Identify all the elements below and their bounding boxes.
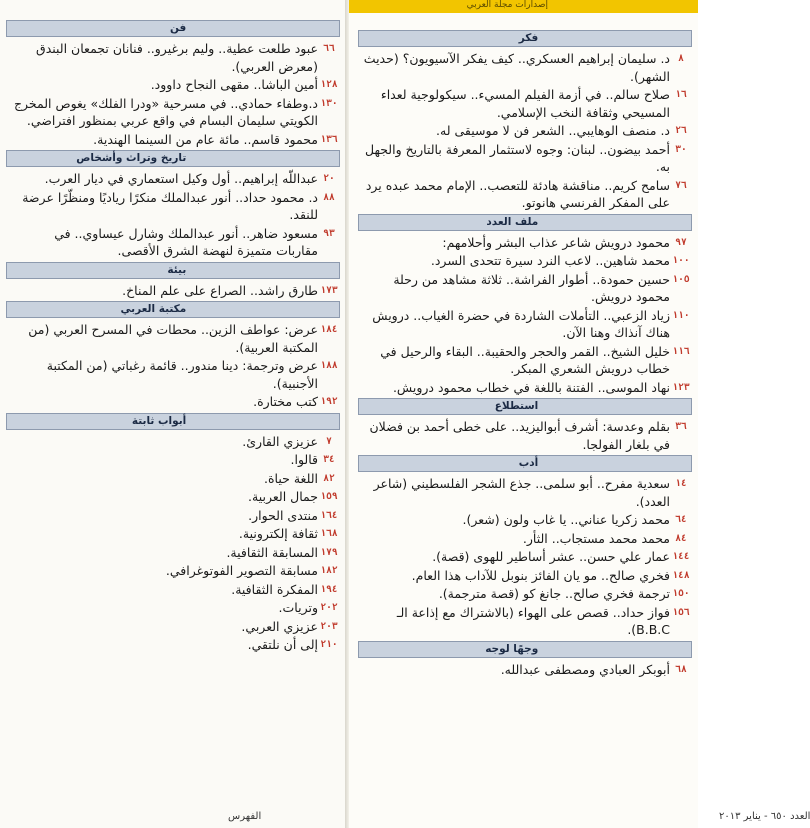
entry-text: د. سليمان إبراهيم العسكري.. كيف يفكر الآسيويون؟ (حديث الشهر). <box>363 51 670 84</box>
page-number: ٢٠٢ <box>320 602 338 613</box>
page-number: ٢١٠ <box>320 639 338 650</box>
entry-text: عزيزي العربي. <box>241 618 318 634</box>
section-header <box>6 20 340 37</box>
toc-entry[interactable] <box>358 307 692 342</box>
entry-text: حسين حمودة.. أطوار الفراشة.. ثلاثة مشاهد من رحلة محمود درويش. <box>393 271 670 304</box>
entry-text: أبوبكر العبادي ومصطفى عبدالله. <box>500 661 670 677</box>
section-title: مكتبة العربي <box>120 303 187 315</box>
toc-entry[interactable] <box>6 507 340 525</box>
toc-entry[interactable] <box>358 252 692 270</box>
left-page <box>0 0 349 828</box>
toc-entry[interactable] <box>358 177 692 212</box>
entry-text: كتب مختارة. <box>253 394 318 409</box>
section-header <box>358 30 692 47</box>
toc-entry[interactable] <box>6 525 340 543</box>
entry-text: ثقافة إلكترونية. <box>238 526 318 541</box>
toc-entry[interactable] <box>6 95 340 130</box>
toc-entry[interactable] <box>358 604 692 639</box>
page-number: ٣٤ <box>323 454 335 465</box>
page-number: ٧٦ <box>675 179 687 191</box>
entry-text: المفكرة الثقافية. <box>231 581 318 597</box>
entry-text: د. محمود حداد.. أنور عبدالملك منكرًا رياديًا ومنظّرًا عرضة للنقد. <box>22 189 318 222</box>
page-number: ١٨٨ <box>320 360 338 371</box>
right-page <box>349 0 810 828</box>
entry-text: فخري صالح.. مو يان الفائز بنوبل للآداب هذا العام. <box>411 567 670 583</box>
entry-text: قالوا. <box>290 452 318 467</box>
toc-entry[interactable] <box>6 544 340 562</box>
toc-entry[interactable] <box>358 86 692 121</box>
entry-text: وتريات. <box>278 600 318 615</box>
toc-entry[interactable] <box>358 661 692 679</box>
toc-entry[interactable] <box>6 636 340 654</box>
section-header <box>358 641 692 658</box>
section-header <box>358 455 692 472</box>
entry-text: سعدية مفرح.. أبو سلمى.. جذع الشجر الفلسطيني (شاعر العدد). <box>373 476 670 509</box>
page-number: ٩٧ <box>675 236 687 248</box>
section-title: فكر <box>518 32 539 44</box>
page-number: ١٩٢ <box>320 396 338 407</box>
toc-entry[interactable] <box>358 271 692 306</box>
toc-entry[interactable] <box>358 343 692 378</box>
entry-text: محمود قاسم.. مائة عام من السينما الهندية. <box>93 131 318 147</box>
entry-text: نهاد الموسى.. الفتنة باللغة في خطاب محمود درويش. <box>392 379 670 395</box>
page-number: ١١٦ <box>672 345 690 357</box>
toc-entry[interactable] <box>358 530 692 548</box>
page-number: ٦٨ <box>675 663 687 675</box>
page-number: ٨٤ <box>675 532 687 544</box>
page-footer-left: الفهرس <box>228 811 262 822</box>
page-number: ٨ <box>678 53 684 64</box>
page-number: ١٢٣ <box>672 381 690 393</box>
toc-entry[interactable] <box>6 40 340 75</box>
entry-text: سامح كريم.. مناقشة هادئة للتعصب.. الإمام محمد عبده يرد على المفكر الفرنسي هانوتو. <box>365 177 670 210</box>
page-number: ١٥٠ <box>672 588 690 599</box>
page-number: ٩٣ <box>323 227 335 239</box>
toc-entry[interactable] <box>6 170 340 188</box>
entry-text: صلاح سالم.. في أزمة الفيلم المسيء.. سيكولوجية لعداء المسيحي وثقافة النخب الإسلامي. <box>380 87 670 120</box>
toc-entry[interactable] <box>358 475 692 510</box>
entry-text: محمود درويش شاعر عذاب البشر وأحلامهم: <box>442 234 670 250</box>
top-strip-text: إصدارات مجلة العربي <box>466 0 548 10</box>
section-title: استطلاع <box>494 400 539 412</box>
toc-entry[interactable] <box>358 511 692 529</box>
page-number: ٦٤ <box>675 514 687 525</box>
page-number: ٢٦ <box>675 125 687 136</box>
section-title: ملف العدد <box>486 215 539 228</box>
entry-text: مسعود ضاهر.. أنور عبدالملك وشارل عيساوي.. في مقاربات متميزة لنهضة الشرق الأقصى. <box>54 225 318 258</box>
entry-text: بقلم وعدسة: أشرف أبواليزيد.. على خطى أحمد بن فضلان في بلغار الفولجا. <box>369 419 670 452</box>
entry-text: عبود طلعت عطية.. وليم برغيرو.. فنانان تجمعان البندق (معرض العربي). <box>36 41 318 74</box>
page-number: ١٥٩ <box>320 491 338 502</box>
section-title: أبواب ثابتة <box>131 414 187 427</box>
page-number: ١٥٦ <box>672 606 690 618</box>
page-number: ١٤ <box>675 478 687 489</box>
toc-entry[interactable] <box>6 451 340 469</box>
page-number: ١٨٢ <box>320 565 338 576</box>
toc-entry[interactable] <box>6 282 340 300</box>
toc-entry[interactable] <box>358 141 692 176</box>
page-number: ١٦٨ <box>320 528 338 539</box>
page-number: ١٧٣ <box>320 284 338 296</box>
entry-text: عمار علي حسن.. عشر أساطير للهوى (قصة). <box>432 549 670 564</box>
section-title: أدب <box>518 457 539 469</box>
entry-text: د.وطفاء حمادي.. في مسرحية «ودرا الفلك» يغوص المخرج الكويتي سليمان البسام في واقع عربي بمنظور افتراضي. <box>13 95 318 128</box>
entry-text: خليل الشيخ.. القمر والحجر والحقيبة.. البقاء والرحيل في خطاب درويش الشعري المبكر. <box>380 343 670 376</box>
section-header <box>6 262 340 279</box>
entry-text: أحمد بيضون.. لبنان: وجوه لاستثمار المعرفة بالتاريخ والجهل به. <box>364 141 670 174</box>
page-number: ١٦ <box>675 89 687 100</box>
page-footer-right: العدد ٦٥٠ - يناير ٢٠١٣ <box>719 811 810 822</box>
entry-text: مسابقة التصوير الفوتوغرافي. <box>165 563 318 578</box>
left-column <box>6 18 340 655</box>
toc-entry[interactable] <box>6 433 340 451</box>
toc-entry[interactable] <box>6 225 340 260</box>
entry-text: محمد شاهين.. لاعب النرد سيرة تتحدى السرد. <box>430 253 670 268</box>
section-header <box>358 398 692 415</box>
toc-entry[interactable] <box>6 581 340 599</box>
entry-text: محمد زكريا عناني.. يا غاب ولون (شعر). <box>462 512 670 527</box>
entry-text: ترجمة فخري صالح.. جانغ كو (قصة مترجمة). <box>438 586 670 601</box>
entry-text: أمين الباشا.. مقهى النجاح داوود. <box>150 77 318 92</box>
toc-entry[interactable] <box>6 393 340 411</box>
entry-text: جمال العربية. <box>248 489 318 504</box>
entry-text: د. منصف الوهايبي.. الشعر فن لا موسيقى له. <box>436 123 670 138</box>
page-number: ٣٠ <box>675 143 687 155</box>
toc-entry[interactable] <box>358 379 692 397</box>
entry-text: عبداللّه إبراهيم.. أول وكيل استعماري في ديار العرب. <box>44 171 318 186</box>
entry-text: اللغة حياة. <box>264 470 318 486</box>
section-header <box>358 214 692 231</box>
page-number: ٢٠٣ <box>320 620 338 632</box>
section-title: فن <box>169 22 187 34</box>
section-title: تاريخ وتراث وأشخاص <box>76 152 187 164</box>
section-header <box>6 413 340 430</box>
section-header <box>6 301 340 318</box>
toc-entry[interactable] <box>6 189 340 224</box>
toc-entry[interactable] <box>358 585 692 603</box>
entry-text: المسابقة الثقافية. <box>226 544 318 560</box>
page-number: ٨٨ <box>323 191 335 203</box>
page-number: ١٤٤ <box>672 551 690 562</box>
toc-entry[interactable] <box>358 567 692 585</box>
toc-entry[interactable] <box>6 131 340 149</box>
page-number: ١٨٤ <box>320 324 338 335</box>
page-number: ٣٦ <box>675 421 687 432</box>
page-number: ١١٠ <box>672 309 690 321</box>
toc-entry[interactable] <box>6 599 340 617</box>
toc-entry[interactable] <box>6 321 340 356</box>
page-number: ١٩٤ <box>320 583 338 595</box>
entry-text: محمد محمد مستجاب.. الثأر. <box>522 530 670 546</box>
page-number: ١٢٨ <box>320 79 338 90</box>
toc-entry[interactable] <box>358 418 692 453</box>
entry-text: عرض وترجمة: دينا مندور.. قائمة رغباتي (من المكتبة الأجنبية). <box>46 358 318 391</box>
toc-entry[interactable] <box>6 562 340 580</box>
toc-entry[interactable] <box>6 357 340 392</box>
page-number: ٨٢ <box>323 472 335 484</box>
toc-entry[interactable] <box>358 234 692 252</box>
entry-text: عزيزي القارئ. <box>242 433 318 449</box>
toc-entry[interactable] <box>6 76 340 94</box>
page-number: ١٦٤ <box>320 509 338 521</box>
right-column <box>358 28 692 679</box>
toc-entry[interactable] <box>6 470 340 488</box>
page-number: ١٣٦ <box>320 133 338 145</box>
toc-entry[interactable] <box>358 50 692 85</box>
toc-entry[interactable] <box>6 618 340 636</box>
entry-text: عرض: عواطف الزين.. محطات في المسرح العربي (من المكتبة العربية). <box>28 322 318 355</box>
page-number: ١٠٥ <box>672 273 690 285</box>
top-yellow-strip <box>349 0 698 13</box>
section-title: وجهًا لوجه <box>485 642 539 655</box>
section-title: بيئة <box>167 263 187 276</box>
page-number: ٦٦ <box>323 43 335 54</box>
page-number: ١٠٠ <box>672 255 690 266</box>
page-number: ٧ <box>326 435 332 447</box>
page-number: ١٣٠ <box>320 97 338 109</box>
entry-text: إلى أن نلتقي. <box>247 637 318 652</box>
entry-text: زياد الزعبي.. التأملات الشاردة في حضرة الغياب.. درويش هناك آنذاك وهنا الآن. <box>372 307 670 340</box>
entry-text: طارق راشد.. الصراع على علم المناخ. <box>122 282 318 298</box>
section-header <box>6 150 340 167</box>
toc-entry[interactable] <box>358 548 692 566</box>
toc-entry[interactable] <box>358 122 692 140</box>
entry-text: فواز حداد.. قصص على الهواء (بالاشتراك مع إذاعة الـ B.B.C). <box>396 604 670 637</box>
toc-entry[interactable] <box>6 488 340 506</box>
entry-text: منتدى الحوار. <box>248 507 318 523</box>
page-number: ١٧٩ <box>320 546 338 558</box>
page-number: ٢٠ <box>323 173 335 184</box>
page-number: ١٤٨ <box>672 569 690 581</box>
